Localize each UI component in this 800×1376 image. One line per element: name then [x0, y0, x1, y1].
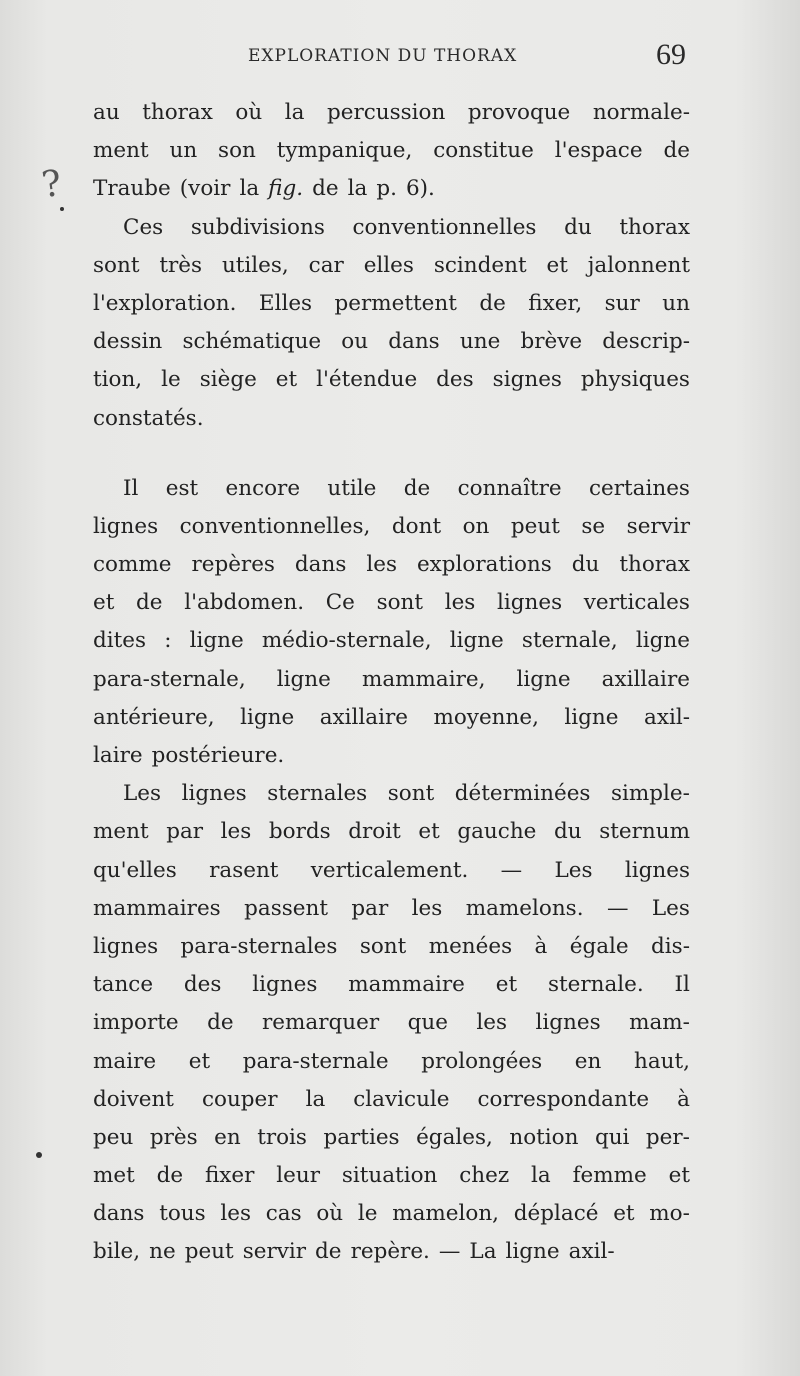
word: en — [574, 1048, 602, 1074]
word: — — [500, 857, 523, 883]
word: fixer — [204, 1163, 255, 1189]
running-head: EXPLORATION DU THORAX — [248, 46, 518, 66]
word: droit — [348, 819, 401, 845]
word: tympanique, — [276, 138, 413, 164]
word: ligne — [516, 666, 571, 692]
word: laire — [93, 743, 143, 768]
word: constatés. — [93, 405, 204, 431]
text-line — [93, 584, 690, 622]
word: notion — [509, 1124, 579, 1150]
word: mam- — [629, 1010, 690, 1036]
word: axillaire — [601, 666, 690, 692]
word: ligne — [505, 1239, 560, 1265]
word: gauche — [457, 819, 537, 845]
word: elles — [363, 252, 414, 278]
word: tous — [159, 1201, 206, 1227]
word: descrip- — [602, 329, 690, 355]
word: les — [220, 819, 252, 845]
word: leur — [276, 1163, 320, 1189]
word: qu'elles — [93, 857, 177, 883]
word: verticales — [583, 590, 690, 616]
word: p. — [376, 176, 397, 202]
word: axil- — [644, 704, 690, 730]
word: menées — [428, 933, 513, 959]
word: trois — [257, 1124, 307, 1150]
text-line — [93, 285, 690, 323]
word: et — [546, 252, 568, 278]
word: parties — [323, 1124, 400, 1150]
word: la — [239, 176, 260, 202]
word: Il — [123, 475, 139, 501]
text-line — [93, 209, 690, 247]
word: moyenne, — [433, 704, 539, 730]
word: encore — [225, 475, 301, 501]
word: servir — [626, 513, 690, 539]
word: para-sternale, — [93, 666, 246, 692]
text-line — [93, 94, 690, 132]
word: Ces — [123, 214, 164, 240]
word: mammaire — [348, 972, 465, 998]
word: rasent — [209, 857, 279, 883]
word: l'espace — [554, 138, 643, 164]
text-line — [93, 1119, 690, 1157]
text-line — [93, 1043, 690, 1081]
word: mamelon, — [392, 1201, 500, 1227]
word: se — [581, 513, 606, 539]
word: connaître — [457, 475, 562, 501]
word: mo- — [649, 1201, 690, 1227]
word: jalonnent — [587, 252, 690, 278]
word: para-sternale — [242, 1048, 389, 1074]
word: sont — [387, 781, 435, 807]
word: les — [444, 590, 476, 616]
word: sont — [376, 590, 424, 616]
word: sur — [604, 290, 640, 316]
word: dont — [391, 513, 442, 539]
word: La — [469, 1239, 497, 1265]
text-line — [93, 1157, 690, 1195]
word: passent — [244, 895, 328, 921]
text-line — [93, 813, 690, 851]
word: bile, — [93, 1239, 141, 1265]
word: Les — [123, 781, 162, 807]
text-line — [93, 470, 690, 508]
text-line — [93, 1233, 690, 1271]
word: des — [436, 367, 474, 393]
word: l'étendue — [316, 367, 418, 393]
word: de — [663, 138, 690, 164]
text-line — [93, 247, 690, 285]
text-line — [93, 508, 690, 546]
word: et — [93, 590, 115, 616]
word: constitue — [433, 138, 534, 164]
word: et — [418, 819, 440, 845]
word: physiques — [580, 367, 690, 393]
word: et — [275, 367, 298, 393]
word: — — [438, 1239, 461, 1265]
text-line — [93, 170, 690, 208]
word: repère. — [350, 1239, 430, 1265]
word: l'abdomen. — [184, 590, 305, 616]
word: tion, — [93, 367, 143, 393]
word: Les — [651, 895, 690, 921]
word: situation — [341, 1163, 438, 1189]
word: ligne — [564, 704, 619, 730]
paragraph — [93, 94, 690, 209]
word: de — [156, 1163, 184, 1189]
word: mamelons. — [465, 895, 584, 921]
word: importe — [93, 1010, 179, 1036]
word: explorations — [416, 552, 552, 578]
word: verticalement. — [310, 857, 469, 883]
word: simple- — [611, 781, 690, 807]
word: Il — [674, 972, 690, 998]
word: comme — [93, 552, 172, 578]
word: postérieure. — [151, 743, 285, 768]
word: par — [166, 819, 204, 845]
ink-speck — [36, 1152, 42, 1158]
word: de — [312, 176, 339, 202]
word: (voir — [179, 176, 231, 202]
word: sternum — [599, 819, 690, 845]
word: sternale, — [521, 628, 618, 654]
text-line — [93, 622, 690, 660]
word: par — [351, 895, 389, 921]
word: femme — [572, 1163, 647, 1189]
text-line — [93, 737, 690, 775]
text-line — [93, 928, 690, 966]
page-header — [93, 36, 690, 76]
text-line — [93, 966, 690, 1004]
word: cas — [265, 1201, 302, 1227]
word: les — [476, 1010, 508, 1036]
word: près — [149, 1124, 198, 1150]
word: du — [553, 819, 582, 845]
word: une — [459, 329, 501, 355]
word: le — [357, 1201, 378, 1227]
word: et — [613, 1201, 635, 1227]
word: siège — [199, 367, 257, 393]
page-number: 69 — [656, 38, 686, 71]
word: peut — [510, 513, 560, 539]
word: correspondante — [477, 1086, 650, 1112]
word: ligne — [635, 628, 690, 654]
word: doivent — [93, 1086, 174, 1112]
word: thorax — [142, 100, 213, 125]
text-line — [93, 890, 690, 928]
word: schématique — [182, 329, 322, 355]
text-line — [93, 699, 690, 737]
word: thorax — [619, 214, 690, 240]
word: dans — [93, 1201, 145, 1227]
word: tance — [93, 972, 154, 998]
text-line — [93, 132, 690, 170]
word: sternale. — [547, 972, 644, 998]
word: lignes — [252, 972, 318, 998]
word: on — [462, 513, 490, 539]
text-line — [93, 546, 690, 584]
text-line — [93, 1195, 690, 1233]
word: — — [606, 895, 629, 921]
word: médio-sternale, — [261, 628, 432, 654]
word: et — [495, 972, 518, 998]
paragraph — [93, 209, 690, 438]
word: conventionnelles — [352, 214, 537, 240]
word: du — [571, 552, 600, 578]
word: un — [662, 290, 690, 316]
word: : — [164, 628, 172, 654]
word: Traube — [93, 176, 171, 202]
word: est — [165, 475, 199, 501]
word: para-sternales — [180, 933, 338, 959]
word: servir — [242, 1239, 307, 1265]
word: remarquer — [262, 1010, 380, 1036]
word: ligne — [276, 666, 331, 692]
word: per- — [645, 1124, 690, 1150]
word: ligne — [240, 704, 295, 730]
word: chez — [459, 1163, 510, 1189]
paragraph — [93, 470, 690, 776]
word: prolongées — [421, 1048, 543, 1074]
word: sont — [359, 933, 407, 959]
word: permettent — [334, 290, 457, 316]
word: un — [169, 138, 198, 164]
word: égales, — [416, 1124, 493, 1150]
word: subdivisions — [190, 214, 325, 240]
word: scindent — [433, 252, 527, 278]
text-line — [93, 661, 690, 699]
text-line — [93, 1004, 690, 1042]
word: peu — [93, 1124, 134, 1150]
word: clavicule — [353, 1086, 450, 1112]
word: qui — [594, 1124, 630, 1150]
word: fig. — [268, 176, 304, 202]
word: met — [93, 1163, 135, 1189]
word: utile — [327, 475, 377, 501]
text-line — [93, 775, 690, 813]
word: percussion — [326, 100, 446, 125]
paragraph-gap — [93, 438, 690, 470]
paragraph — [93, 775, 690, 1271]
word: dites — [93, 628, 147, 654]
word: de — [315, 1239, 342, 1265]
word: Les — [554, 857, 593, 883]
text-line — [93, 1081, 690, 1119]
word: dessin — [93, 329, 163, 355]
word: fixer, — [528, 290, 583, 316]
word: des — [183, 972, 222, 998]
word: conventionnelles, — [179, 513, 371, 539]
word: la — [305, 1086, 326, 1112]
word: la — [531, 1163, 551, 1189]
word: axillaire — [319, 704, 408, 730]
word: haut, — [633, 1048, 690, 1074]
word: lignes — [93, 513, 159, 539]
word: axil- — [568, 1239, 615, 1265]
word: égale — [569, 933, 629, 959]
word: certaines — [588, 475, 690, 501]
word: la — [347, 176, 368, 202]
word: de — [479, 290, 506, 316]
word: déterminées — [454, 781, 591, 807]
word: lignes — [624, 857, 690, 883]
word: les — [411, 895, 443, 921]
text-line — [93, 852, 690, 890]
word: que — [407, 1010, 448, 1036]
word: car — [308, 252, 344, 278]
word: les — [366, 552, 397, 578]
word: et — [668, 1163, 690, 1189]
word: lignes — [93, 933, 159, 959]
word: thorax — [619, 552, 690, 578]
word: dans — [388, 329, 440, 355]
word: ligne — [449, 628, 504, 654]
word: le — [161, 367, 181, 393]
word: dans — [294, 552, 347, 578]
word: les — [220, 1201, 252, 1227]
text-line — [93, 400, 690, 438]
text-line — [93, 361, 690, 399]
word: ment — [93, 138, 149, 164]
word: à — [534, 933, 548, 959]
word: de — [136, 590, 163, 616]
margin-question-mark: ? — [39, 162, 65, 207]
word: sont — [93, 252, 140, 278]
word: lignes — [496, 590, 563, 616]
word: ment — [93, 819, 149, 845]
body-text — [93, 94, 690, 1272]
word: au — [93, 100, 120, 125]
word: antérieure, — [93, 704, 215, 730]
word: couper — [201, 1086, 278, 1112]
word: l'exploration. — [93, 290, 237, 316]
word: signes — [492, 367, 562, 393]
word: normale- — [592, 100, 690, 125]
word: à — [677, 1086, 690, 1112]
word: utiles, — [221, 252, 289, 278]
word: maire — [93, 1048, 157, 1074]
word: mammaire, — [361, 666, 486, 692]
ink-speck — [60, 207, 64, 211]
word: provoque — [467, 100, 571, 125]
word: où — [235, 100, 263, 125]
word: lignes — [181, 781, 247, 807]
word: son — [218, 138, 256, 164]
word: 6). — [405, 176, 435, 202]
word: ne — [149, 1239, 176, 1265]
word: sternales — [267, 781, 368, 807]
word: Ce — [325, 590, 355, 616]
word: en — [214, 1124, 241, 1150]
word: du — [564, 214, 592, 240]
word: mammaires — [93, 895, 221, 921]
word: Elles — [258, 290, 313, 316]
word: déplacé — [513, 1201, 599, 1227]
word: brève — [520, 329, 583, 355]
word: de — [207, 1010, 234, 1036]
word: ligne — [189, 628, 244, 654]
word: de — [403, 475, 431, 501]
word: lignes — [535, 1010, 601, 1036]
word: ou — [341, 329, 369, 355]
word: peut — [184, 1239, 234, 1265]
word: où — [316, 1201, 344, 1227]
word: repères — [191, 552, 275, 578]
word: dis- — [651, 933, 690, 959]
word: et — [188, 1048, 211, 1074]
word: bords — [268, 819, 331, 845]
word: la — [284, 100, 305, 125]
text-line — [93, 323, 690, 361]
word: très — [159, 252, 203, 278]
